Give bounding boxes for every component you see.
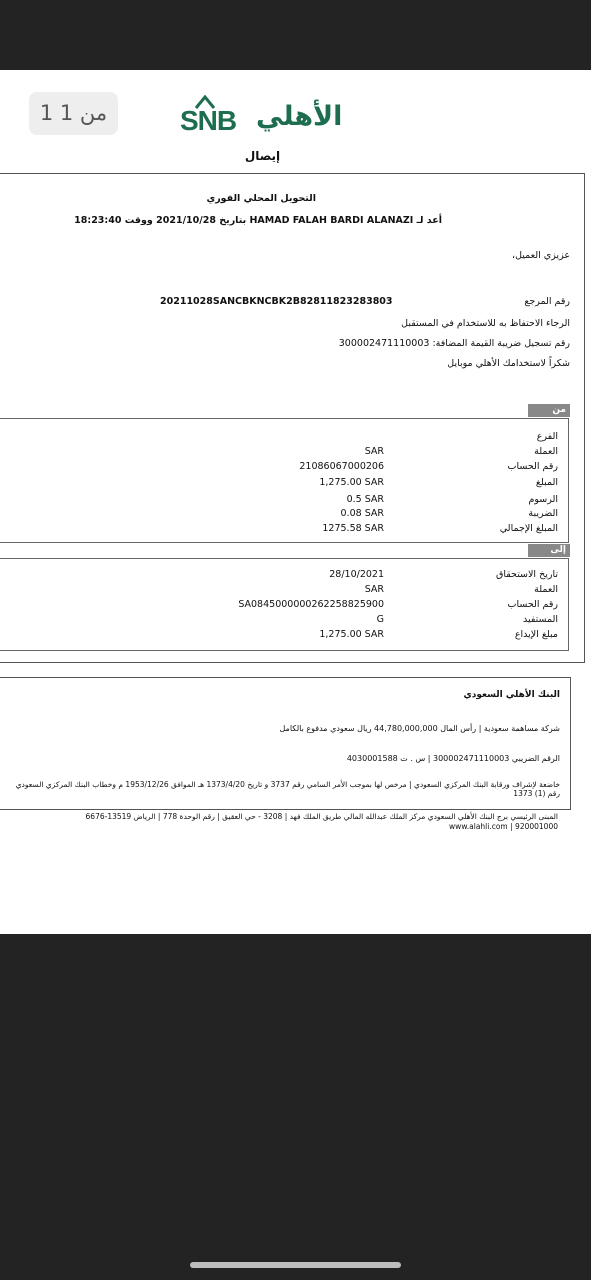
- from-total-value: 1275.58 SAR: [322, 523, 384, 534]
- to-beneficiary-label: المستفيد: [522, 614, 558, 625]
- to-due-date-value: 28/10/2021: [329, 569, 384, 580]
- from-account-label: رقم الحساب: [507, 461, 558, 472]
- keep-note: الرجاء الاحتفاظ به للاستخدام في المستقبل: [401, 318, 570, 329]
- logo-text-en: SNB: [180, 105, 237, 136]
- from-currency-label: العملة: [534, 446, 558, 457]
- status-bar-area: [0, 0, 591, 70]
- from-amount-label: المبلغ: [535, 477, 558, 488]
- to-currency-label: العملة: [534, 584, 558, 595]
- to-account-label: رقم الحساب: [507, 599, 558, 610]
- bank-footer: [0, 677, 571, 810]
- receipt-page: [0, 70, 591, 934]
- logo-text-ar: الأهلي: [256, 101, 343, 132]
- from-section-title: من: [528, 404, 570, 417]
- home-indicator[interactable]: [190, 1262, 401, 1268]
- from-fees-label: الرسوم: [528, 494, 558, 505]
- footer-regulation-line1: خاضعة لإشراف ورقابة البنك المركزي السعودي | مرخص لها بموجب الأمر السامي رقم 3737 و تاريخ 1373/4/20 هـ الموافق 1953/12/26 م وخطاب البنك المركزي السعودي: [15, 780, 560, 789]
- vat-line: رقم تسجيل ضريبة القيمة المضافة: 300002471110003: [338, 338, 570, 349]
- snb-logo: [180, 95, 343, 139]
- from-fees-value: 0.5 SAR: [346, 494, 384, 505]
- from-currency-value: SAR: [364, 446, 384, 457]
- to-section-box: [0, 558, 569, 651]
- receipt-title: إيصال: [244, 149, 281, 163]
- from-account-value: 21086067000206: [299, 461, 384, 472]
- footer-address-line2: 920001000 | www.alahli.com: [449, 822, 558, 831]
- footer-address-line1: المبنى الرئيسي برج البنك الأهلي السعودي مركز الملك عبدالله المالي طريق الملك فهد | 3208 - حي العقيق | رقم الوحدة 778 | الرياض 13519-6676: [85, 812, 558, 821]
- footer-company-line: شركة مساهمة سعودية | رأس المال 44,780,000,000 ريال سعودي مدفوع بالكامل: [279, 724, 560, 733]
- transfer-type: التحويل المحلي الفوري: [206, 193, 316, 204]
- to-beneficiary-value: G: [376, 614, 384, 625]
- reference-label: رقم المرجع: [524, 296, 570, 307]
- to-section-title: إلى: [528, 544, 570, 557]
- receipt-main-box: [0, 173, 585, 663]
- thanks-line: شكراً لاستخدامك الأهلي موبايل: [447, 358, 570, 369]
- bottom-area: [0, 934, 591, 1280]
- reference-value: 20211028SANCBKNCBK2B82811823283803: [160, 296, 393, 307]
- to-account-value: SA0845000000262258825900: [238, 599, 384, 610]
- to-due-date-label: تاريخ الاستحقاق: [495, 569, 558, 580]
- to-currency-value: SAR: [364, 584, 384, 595]
- page-counter: 1 من 1: [29, 92, 118, 135]
- from-tax-value: 0.08 SAR: [340, 508, 384, 519]
- footer-tax-line: الرقم الضريبي 300002471110003 | س . ت 4030001588: [346, 754, 560, 763]
- from-tax-label: الضريبة: [528, 508, 558, 519]
- greeting: عزيزي العميل،: [512, 250, 570, 261]
- from-branch-label: الفرع: [536, 431, 558, 442]
- to-deposit-value: 1,275.00 SAR: [319, 629, 384, 640]
- footer-regulation-line2: رقم (1) 1373: [513, 789, 560, 798]
- from-total-label: المبلغ الإجمالي: [499, 523, 558, 534]
- prepared-for-line: أعد لـ HAMAD FALAH BARDI ALANAZI بتاريخ 2021/10/28 ووقت 18:23:40: [74, 215, 442, 226]
- from-amount-value: 1,275.00 SAR: [319, 477, 384, 488]
- from-section-box: [0, 418, 569, 543]
- footer-bank-name: البنك الأهلي السعودي: [463, 690, 560, 700]
- to-deposit-label: مبلغ الإيداع: [514, 629, 558, 640]
